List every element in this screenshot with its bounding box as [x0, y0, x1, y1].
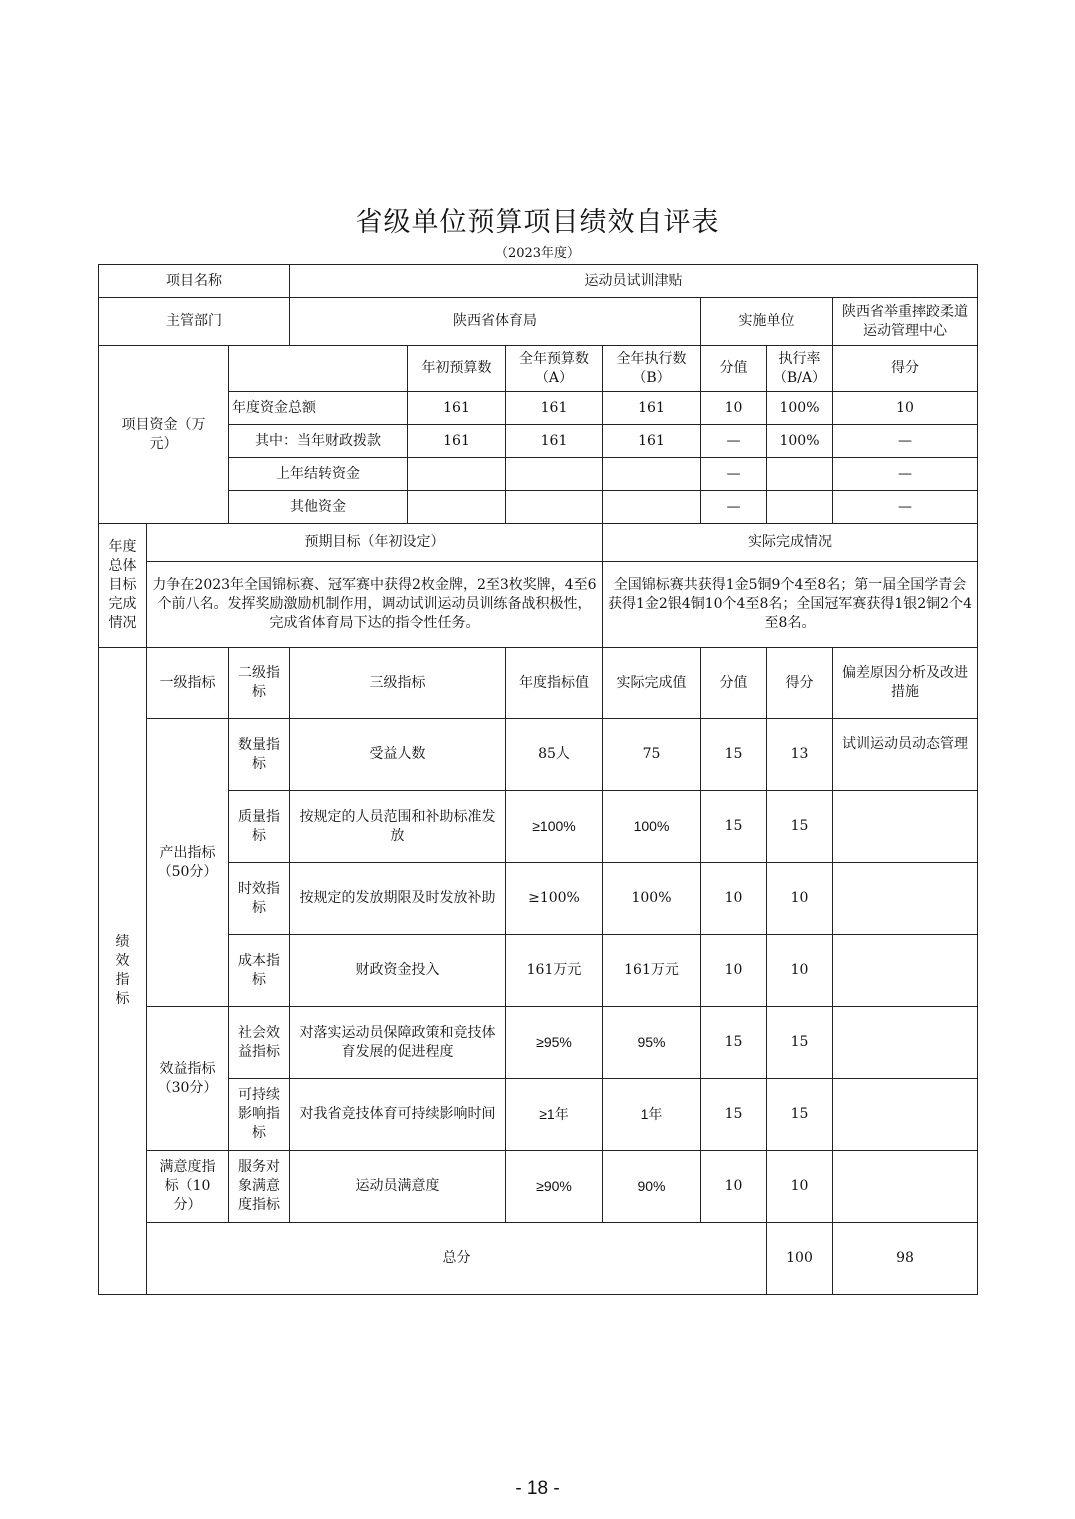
goals-label: [99, 524, 147, 648]
project-name-value: 运动员试训津贴: [290, 265, 978, 298]
actual-cell: 1年: [603, 1079, 701, 1151]
score-value-cell: 10: [701, 1151, 767, 1223]
level1-benefit: [147, 1007, 229, 1151]
level2-cell: 社会效益指标: [229, 1007, 290, 1079]
funds-header-cell: 分值: [701, 346, 767, 392]
actual-cell: 100%: [603, 791, 701, 863]
funds-header-cell: 得分: [833, 346, 978, 392]
score-cell: 10: [767, 863, 833, 935]
target-cell: ≥100%: [506, 863, 603, 935]
score-cell: 15: [767, 1079, 833, 1151]
funds-cell: —: [833, 425, 978, 458]
funds-label-text: 项目资金（万元）: [121, 416, 206, 452]
funds-cell: [603, 491, 701, 524]
expected-goal-header: 预期目标（年初设定）: [147, 524, 603, 562]
funds-cell: 10: [833, 392, 978, 425]
funds-cell: 161: [408, 425, 506, 458]
funds-cell: 161: [603, 425, 701, 458]
score-cell: 10: [767, 1151, 833, 1223]
funds-cell: [603, 458, 701, 491]
level3-cell: 对我省竞技体育可持续影响时间: [290, 1079, 506, 1151]
unit-value: 陕西省举重摔跤柔道运动管理中心: [833, 298, 978, 346]
level2-cell: 可持续影响指标: [229, 1079, 290, 1151]
actual-cell: 161万元: [603, 935, 701, 1007]
target-cell: ≥95%: [506, 1007, 603, 1079]
expected-goal-text: 力争在2023年全国锦标赛、冠军赛中获得2枚金牌，2至3枚奖牌，4至6个前八名。发挥奖励激励机制作用，调动试训运动员训练备战积极性，完成省体育局下达的指令性任务。: [147, 562, 603, 648]
indicators-label-text: 绩效指标: [115, 934, 130, 1007]
target-cell: ≥1年: [506, 1079, 603, 1151]
funds-label: [99, 346, 229, 524]
note-cell: [833, 863, 978, 935]
funds-cell: 161: [603, 392, 701, 425]
level2-cell: 服务对象满意度指标: [229, 1151, 290, 1223]
note-cell: [833, 1007, 978, 1079]
funds-cell: 10: [701, 392, 767, 425]
score-cell: 15: [767, 1007, 833, 1079]
funds-header-cell: 全年预算数（A）: [506, 346, 603, 392]
target-cell: ≥90%: [506, 1151, 603, 1223]
level3-cell: 运动员满意度: [290, 1151, 506, 1223]
funds-cell: 161: [506, 392, 603, 425]
funds-cell: 100%: [767, 425, 833, 458]
note-cell: [833, 1079, 978, 1151]
score-cell: 13: [767, 719, 833, 791]
level3-cell: 按规定的发放期限及时发放补助: [290, 863, 506, 935]
actual-cell: 100%: [603, 863, 701, 935]
level1-satisfaction: [147, 1151, 229, 1223]
goals-label-text: 年度总体目标完成情况: [108, 539, 137, 631]
indicator-header-cell: 得分: [767, 648, 833, 719]
level1-output-text: 产出指标（50分）: [157, 844, 218, 880]
level2-cell: 成本指标: [229, 935, 290, 1007]
actual-goal-header: 实际完成情况: [603, 524, 978, 562]
funds-cell: —: [701, 425, 767, 458]
actual-goal-text: 全国锦标赛共获得1金5铜9个4至8名；第一届全国学青会获得1金2银4铜10个4至8名；全国冠军赛获得1银2铜2个4至8名。: [603, 562, 978, 648]
score-value-cell: 10: [701, 863, 767, 935]
indicator-header-cell: 三级指标: [290, 648, 506, 719]
funds-cell: [767, 491, 833, 524]
dept-value: 陕西省体育局: [290, 298, 701, 346]
score-value-cell: 15: [701, 719, 767, 791]
funds-cell: [408, 491, 506, 524]
target-cell: ≥100%: [506, 791, 603, 863]
funds-cell: 161: [408, 392, 506, 425]
target-cell: 161万元: [506, 935, 603, 1007]
funds-row-name: 其他资金: [229, 491, 408, 524]
level3-cell: 按规定的人员范围和补助标准发放: [290, 791, 506, 863]
score-value-cell: 15: [701, 1007, 767, 1079]
page-title: 省级单位预算项目绩效自评表: [355, 207, 720, 238]
funds-cell: [767, 458, 833, 491]
indicators-label: [99, 648, 147, 1295]
note-cell: 试训运动员动态管理: [833, 719, 978, 791]
level1-benefit-text: 效益指标（30分）: [157, 1060, 218, 1096]
dept-label: 主管部门: [99, 298, 290, 346]
indicator-header-cell: 偏差原因分析及改进措施: [833, 648, 978, 719]
funds-cell: [506, 491, 603, 524]
level3-cell: 受益人数: [290, 719, 506, 791]
score-cell: 15: [767, 791, 833, 863]
funds-cell: [408, 458, 506, 491]
evaluation-table: [98, 264, 978, 1295]
total-label: 总分: [147, 1223, 767, 1295]
funds-header-cell: 执行率（B/A）: [767, 346, 833, 392]
funds-row-name: 上年结转资金: [229, 458, 408, 491]
level1-satisfaction-text: 满意度指标（10分）: [159, 1159, 216, 1213]
funds-header-cell: 年初预算数: [408, 346, 506, 392]
score-value-cell: 15: [701, 791, 767, 863]
project-name-label: 项目名称: [99, 265, 290, 298]
total-score: 98: [833, 1223, 978, 1295]
funds-cell: —: [833, 458, 978, 491]
funds-cell: 161: [506, 425, 603, 458]
funds-cell: 100%: [767, 392, 833, 425]
page-subtitle: （2023年度）: [494, 246, 581, 261]
indicator-header-cell: 分值: [701, 648, 767, 719]
funds-cell: —: [701, 458, 767, 491]
level3-cell: 财政资金投入: [290, 935, 506, 1007]
funds-row-name: 年度资金总额: [229, 392, 408, 425]
note-cell: [833, 1151, 978, 1223]
funds-cell: —: [701, 491, 767, 524]
note-cell: [833, 935, 978, 1007]
score-value-cell: 15: [701, 1079, 767, 1151]
level2-cell: 时效指标: [229, 863, 290, 935]
total-score-value: 100: [767, 1223, 833, 1295]
page-number: - 18 -: [515, 1478, 560, 1499]
unit-label: 实施单位: [701, 298, 833, 346]
actual-cell: 75: [603, 719, 701, 791]
funds-header-blank: [229, 346, 408, 392]
funds-cell: —: [833, 491, 978, 524]
note-cell: [833, 791, 978, 863]
funds-header-cell: 全年执行数（B）: [603, 346, 701, 392]
level1-output: [147, 719, 229, 1007]
score-value-cell: 10: [701, 935, 767, 1007]
indicator-header-cell: 二级指标: [229, 648, 290, 719]
level2-cell: 数量指标: [229, 719, 290, 791]
actual-cell: 90%: [603, 1151, 701, 1223]
actual-cell: 95%: [603, 1007, 701, 1079]
indicator-header-cell: 一级指标: [147, 648, 229, 719]
funds-row-name: 其中：当年财政拨款: [229, 425, 408, 458]
funds-cell: [506, 458, 603, 491]
level3-cell: 对落实运动员保障政策和竞技体育发展的促进程度: [290, 1007, 506, 1079]
score-cell: 10: [767, 935, 833, 1007]
indicator-header-cell: 年度指标值: [506, 648, 603, 719]
level2-cell: 质量指标: [229, 791, 290, 863]
indicator-header-cell: 实际完成值: [603, 648, 701, 719]
target-cell: 85人: [506, 719, 603, 791]
